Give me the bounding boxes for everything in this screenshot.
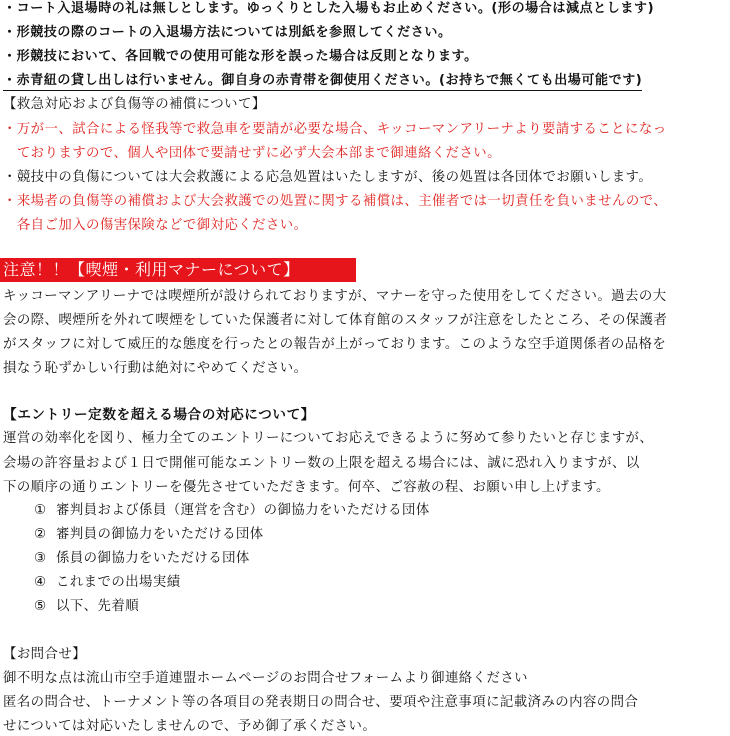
priority-text: これまでの出場実績 [56,575,181,590]
smoking-line: 会の際、喫煙所を外れて喫煙をしていた保護者に対して体育館のスタッフが注意をしたところ、その保護者 [3,313,668,328]
priority-text: 係員の御協力をいただける団体 [56,551,250,566]
compensation-line: ・万が一、試合による怪我等で救急車を要請が必要な場合、キッコーマンアリーナより要請することになっ [3,122,667,137]
contact-line: せについては対応いたしませんので、予め御了承ください。 [3,719,377,734]
entry-line: 運営の効率化を図り、極力全てのエントリーについてお応えできるように努めて参りたいと存じますが、 [3,431,654,446]
entry-line: 下の順序の通りエントリーを優先させていただきます。何卒、ご容赦の程、お願い申し上げます。 [3,480,610,495]
priority-item [34,574,181,592]
entry-line: 会場の許容量および１日で開催可能なエントリー数の上限を超える場合には、誠に恐れ入りますが、以 [3,456,640,471]
compensation-line: ・競技中の負傷については大会救護による応急処置はいたしますが、後の処置は各団体でお願いします。 [3,170,653,185]
notice-line: ・コート入退場時の礼は無しとします。ゆっくりとした入場もお止めください。(形の場合は減点とします) [3,1,655,16]
priority-number: ③ [34,551,47,566]
priority-item [34,550,250,568]
smoking-warning-banner: 注意！！【喫煙・利用マナーについて】 [0,258,356,282]
priority-number: ② [34,527,47,542]
priority-number: ① [34,503,47,518]
compensation-line: ・来場者の負傷等の補償および大会救護での処置に関する補償は、主催者では一切責任を負いませんので、 [3,194,668,209]
entry-heading: 【エントリー定数を超える場合の対応について】 [3,407,315,423]
priority-item [34,598,139,616]
compensation-line: 各自ご加入の傷害保険などで御対応ください。 [3,218,308,233]
contact-line: 御不明な点は流山市空手道連盟ホームページのお問合せフォームより御連絡ください [3,671,529,686]
smoking-line: キッコーマンアリーナでは喫煙所が設けられておりますが、マナーを守った使用をしてください。過去の大 [3,289,667,304]
priority-item [34,526,264,544]
priority-text: 審判員の御協力をいただける団体 [56,527,264,542]
contact-heading: 【お問合せ】 [3,647,87,662]
smoking-line: 損なう恥ずかしい行動は絶対にやめてください。 [3,361,308,376]
notice-line: ・形競技において、各回戦での使用可能な形を誤った場合は反則となります。 [3,49,478,64]
priority-number: ⑤ [34,599,47,614]
compensation-heading: 【救急対応および負傷等の補償について】 [3,97,266,112]
priority-item [34,502,430,520]
notice-line: ・形競技の際のコートの入退場方法については別紙を参照してください。 [3,25,452,40]
priority-text: 以下、先着順 [56,599,140,614]
compensation-line: ておりますので、個人や団体で要請せずに必ず大会本部まで御連絡ください。 [3,146,501,161]
smoking-line: がスタッフに対して威圧的な態度を行ったとの報告が上がっております。このような空手道関係者の品格を [3,337,667,352]
contact-line: 匿名の問合せ、トーナメント等の各項目の発表期日の問合せ、要項や注意事項に記載済みの内容の問合 [3,695,639,710]
priority-text: 審判員および係員（運営を含む）の御協力をいただける団体 [56,503,430,518]
notice-line-underlined: ・赤青紐の貸し出しは行いません。御自身の赤青帯を御使用ください。(お持ちで無くても出場可能です) [3,72,642,91]
priority-number: ④ [34,575,47,590]
